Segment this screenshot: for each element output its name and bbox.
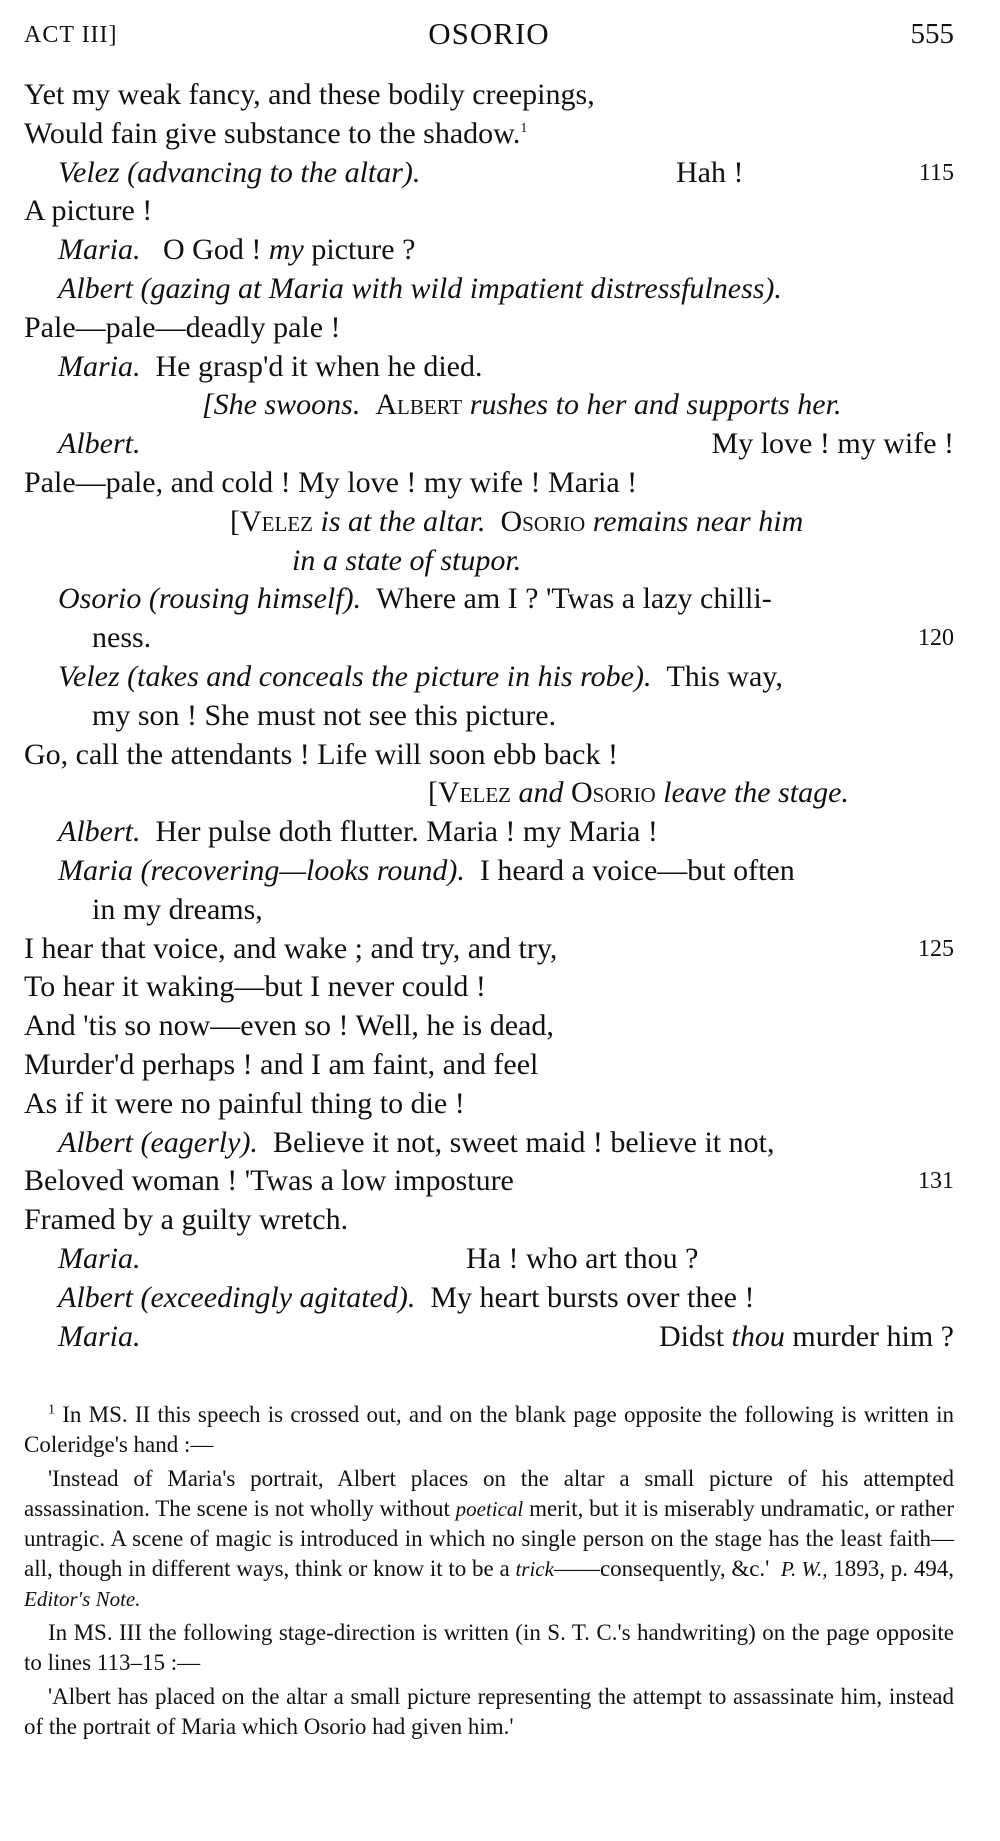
speaker-name: Albert — [58, 271, 133, 305]
footnote-quote: 'Albert has placed on the altar a small picture representing the attempt to assassinate him, instead of the portrait of Maria which Osorio had given him.' — [24, 1684, 954, 1739]
line-number: 131 — [918, 1168, 954, 1195]
stage-direction: (takes and conceals the picture in his robe). — [127, 659, 652, 693]
speaker-name: Maria. — [58, 1319, 141, 1353]
footnote-quote: 'Instead of Maria's portrait, Albert places on the altar a small picture of his attempted assassination. The scene is not wholly without poetical merit, but it is miserably undramatic, or rather untragic. A scene of magic is introduced in which no single person on the stage has the least faith—all, though in different ways, think or know it to be a trick——consequently, &c.' P. W., 1893, p. 494, Editor's Note. — [24, 1466, 955, 1611]
speaker-name: Albert. — [58, 815, 141, 849]
verse-line: Go, call the attendants ! Life will soon ebb back ! — [24, 737, 618, 771]
stage-direction: (recovering—looks round). — [140, 853, 465, 887]
speaker-name: Maria. — [58, 233, 141, 267]
speaker-name: Osorio — [58, 582, 142, 616]
stage-direction: [Velez and Osorio leave the stage. — [428, 776, 849, 810]
speaker-name: Maria — [58, 853, 133, 887]
verse-line: Albert. Her pulse doth flutter. Maria ! my Maria ! — [58, 815, 658, 849]
stage-direction: in a state of stupor. — [292, 543, 522, 577]
page-number: 555 — [910, 18, 954, 50]
verse-line: my son ! She must not see this picture. — [92, 698, 557, 732]
verse-line: Albert. My love ! my wife ! — [58, 427, 954, 461]
verse-line: Maria. He grasp'd it when he died. — [58, 349, 483, 383]
line-number: 125 — [918, 935, 954, 962]
verse-line: Albert (exceedingly agitated). My heart bursts over thee ! — [58, 1280, 755, 1314]
speaker-name: Maria. — [58, 349, 141, 383]
speaker-name: Albert. — [58, 427, 141, 461]
stage-direction: [Velez is at the altar. Osorio remains near him — [230, 504, 804, 538]
line-number: 115 — [918, 159, 954, 186]
verse-line: Framed by a guilty wretch. — [24, 1203, 349, 1237]
running-title: OSORIO — [428, 16, 550, 51]
act-label: ACT III] — [24, 22, 118, 48]
verse-line: ness. 120 — [24, 619, 954, 658]
verse-line: Velez (advancing to the altar). Hah ! 115 — [24, 154, 954, 193]
verse-line: in my dreams, — [92, 892, 263, 926]
speaker-name: Velez — [58, 659, 120, 693]
footnote-paragraph: In MS. III the following stage-direction is written (in S. T. C.'s handwriting) on the page opposite to lines 113–15 :— — [24, 1620, 954, 1675]
verse-line: And 'tis so now—even so ! Well, he is dead, — [24, 1009, 554, 1043]
verse-line: Maria. Didst thou murder him ? — [58, 1319, 954, 1353]
speaker-name: Albert — [58, 1125, 133, 1159]
verse-line: As if it were no painful thing to die ! — [24, 1086, 465, 1120]
running-header — [24, 14, 954, 54]
verse-line: To hear it waking—but I never could ! — [24, 970, 486, 1004]
stage-direction: (eagerly). — [140, 1125, 258, 1159]
verse-line — [24, 270, 954, 309]
verse-line: Osorio (rousing himself). Where am I ? 'Twas a lazy chilli- — [58, 582, 772, 616]
speaker-name: Albert — [58, 1280, 133, 1314]
stage-direction: (rousing himself). — [148, 582, 362, 616]
verse-line: Pale—pale, and cold ! My love ! my wife ! Maria ! — [24, 465, 638, 499]
verse-line: Would fain give substance to the shadow.$^1$ — [24, 116, 528, 150]
speaker-name: Maria. — [58, 1241, 141, 1275]
verse-line: Pale—pale—deadly pale ! — [24, 310, 341, 344]
stage-direction: [She swoons. Albert rushes to her and supports her. — [202, 388, 842, 422]
verse-line: Velez (takes and conceals the picture in his robe). This way, — [58, 659, 783, 693]
verse-line: Beloved woman ! 'Twas a low imposture 131 — [24, 1162, 954, 1201]
footnote: $^1$ In MS. II this speech is crossed out, and on the blank page opposite the following is written in Coleridge's hand :— — [24, 1402, 955, 1457]
footnote-mark: 1 — [48, 1402, 55, 1418]
stage-direction: (exceedingly agitated). — [140, 1280, 416, 1314]
verse-line: A picture ! — [24, 194, 153, 228]
stage-direction: (gazing at Maria with wild impatient distressfulness). — [140, 271, 782, 305]
footnote-ref: 1 — [520, 120, 528, 136]
verse-line: Maria. O God ! my picture ? — [58, 233, 416, 267]
verse-line: Yet my weak fancy, and these bodily creepings, — [24, 78, 595, 111]
verse-line: Maria. Ha ! who art thou ? — [58, 1241, 699, 1275]
line-number: 120 — [918, 625, 954, 652]
verse-line: Maria (recovering—looks round). I heard a voice—but often — [58, 853, 795, 887]
footnotes — [24, 1400, 954, 1746]
stage-direction: (advancing to the altar). — [127, 155, 421, 189]
verse-line: I hear that voice, and wake ; and try, and try, 125 — [24, 930, 954, 969]
verse-line: Albert (eagerly). Believe it not, sweet maid ! believe it not, — [58, 1125, 775, 1159]
verse-line: Murder'd perhaps ! and I am faint, and feel — [24, 1047, 539, 1081]
speaker-name: Velez — [58, 155, 120, 189]
verse-text — [24, 76, 954, 1356]
